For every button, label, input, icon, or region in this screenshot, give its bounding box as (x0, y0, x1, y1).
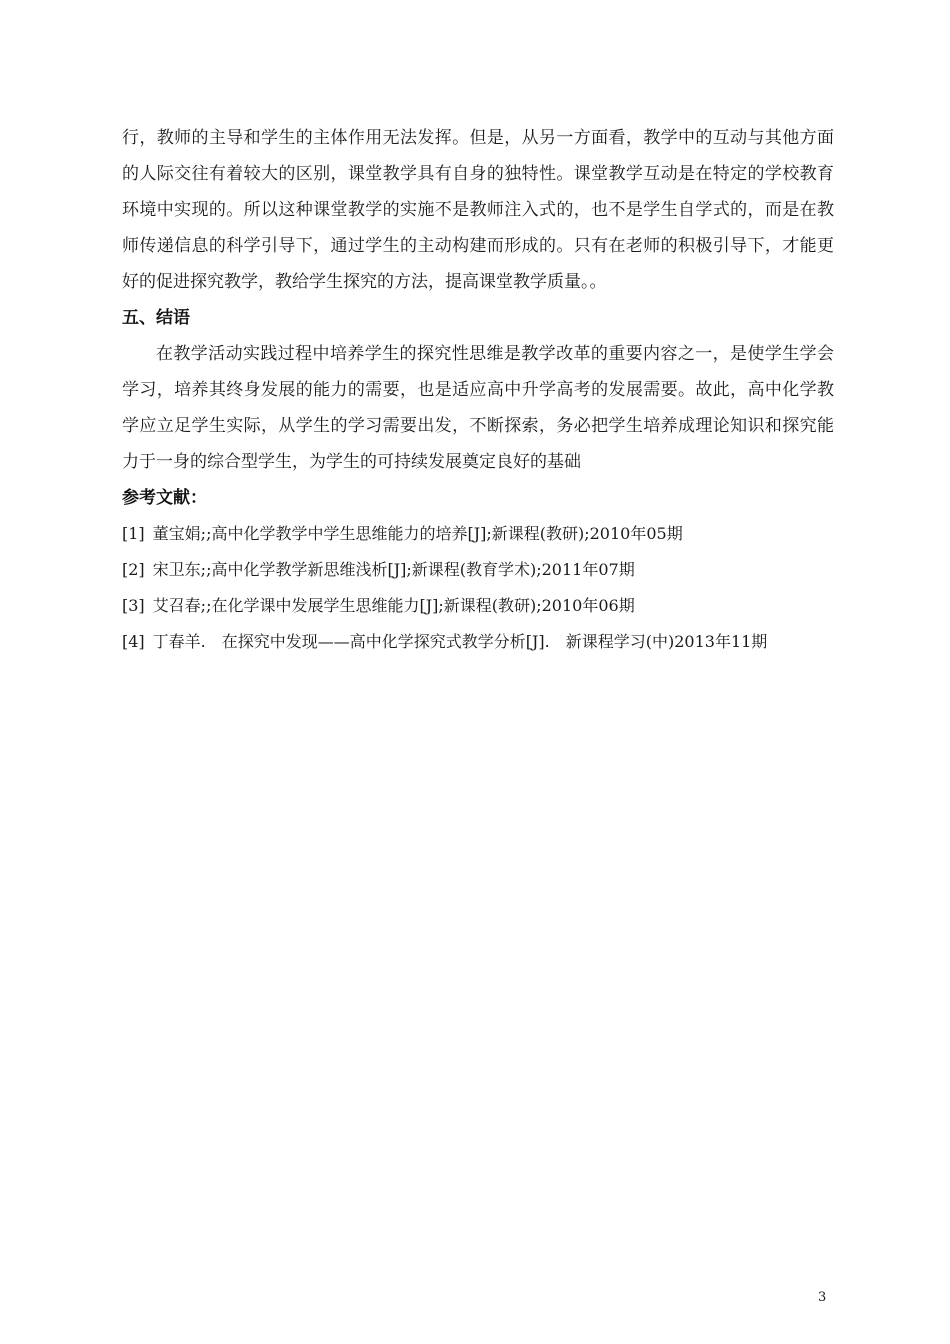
reference-number: [3] (122, 596, 145, 615)
reference-text: 宋卫东;;高中化学教学新思维浅析[J];新课程(教育学术);2011年07期 (152, 560, 635, 579)
conclusion-paragraph: 在教学活动实践过程中培养学生的探究性思维是教学改革的重要内容之一，是使学生学会学习，培养其终身发展的能力的需要，也是适应高中升学高考的发展需要。故此，高中化学教学应立足学生实际，从学生的学习需要出发，不断探索，务必把学生培养成理论知识和探究能力于一身的综合型学生，为学生的可持续发展奠定良好的基础 (122, 344, 834, 472)
reference-number: [2] (122, 560, 145, 579)
reference-number: [1] (122, 524, 145, 543)
reference-text: 董宝娟;;高中化学教学中学生思维能力的培养[J];新课程(教研);2010年05期 (152, 524, 683, 543)
references-heading: 参考文献： (122, 488, 207, 508)
reference-item (122, 516, 834, 552)
reference-list (122, 516, 834, 660)
document-page (122, 120, 834, 660)
page-number: 3 (818, 1290, 827, 1305)
reference-item (122, 588, 834, 624)
section-heading-conclusion: 五、结语 (122, 308, 190, 328)
reference-text: 艾召春;;在化学课中发展学生思维能力[J];新课程(教研);2010年06期 (152, 596, 635, 615)
reference-number: [4] (122, 632, 145, 651)
reference-item (122, 552, 834, 588)
body-paragraph-continued: 行，教师的主导和学生的主体作用无法发挥。但是，从另一方面看，教学中的互动与其他方面的人际交往有着较大的区别，课堂教学具有自身的独特性。课堂教学互动是在特定的学校教育环境中实现的。所以这种课堂教学的实施不是教师注入式的，也不是学生自学式的，而是在教师传递信息的科学引导下，通过学生的主动构建而形成的。只有在老师的积极引导下，才能更好的促进探究教学，教给学生探究的方法，提高课堂教学质量。。 (122, 128, 834, 292)
reference-text: 丁春羊. 在探究中发现——高中化学探究式教学分析[J]. 新课程学习(中)2013年11期 (152, 632, 768, 651)
reference-item (122, 624, 834, 660)
